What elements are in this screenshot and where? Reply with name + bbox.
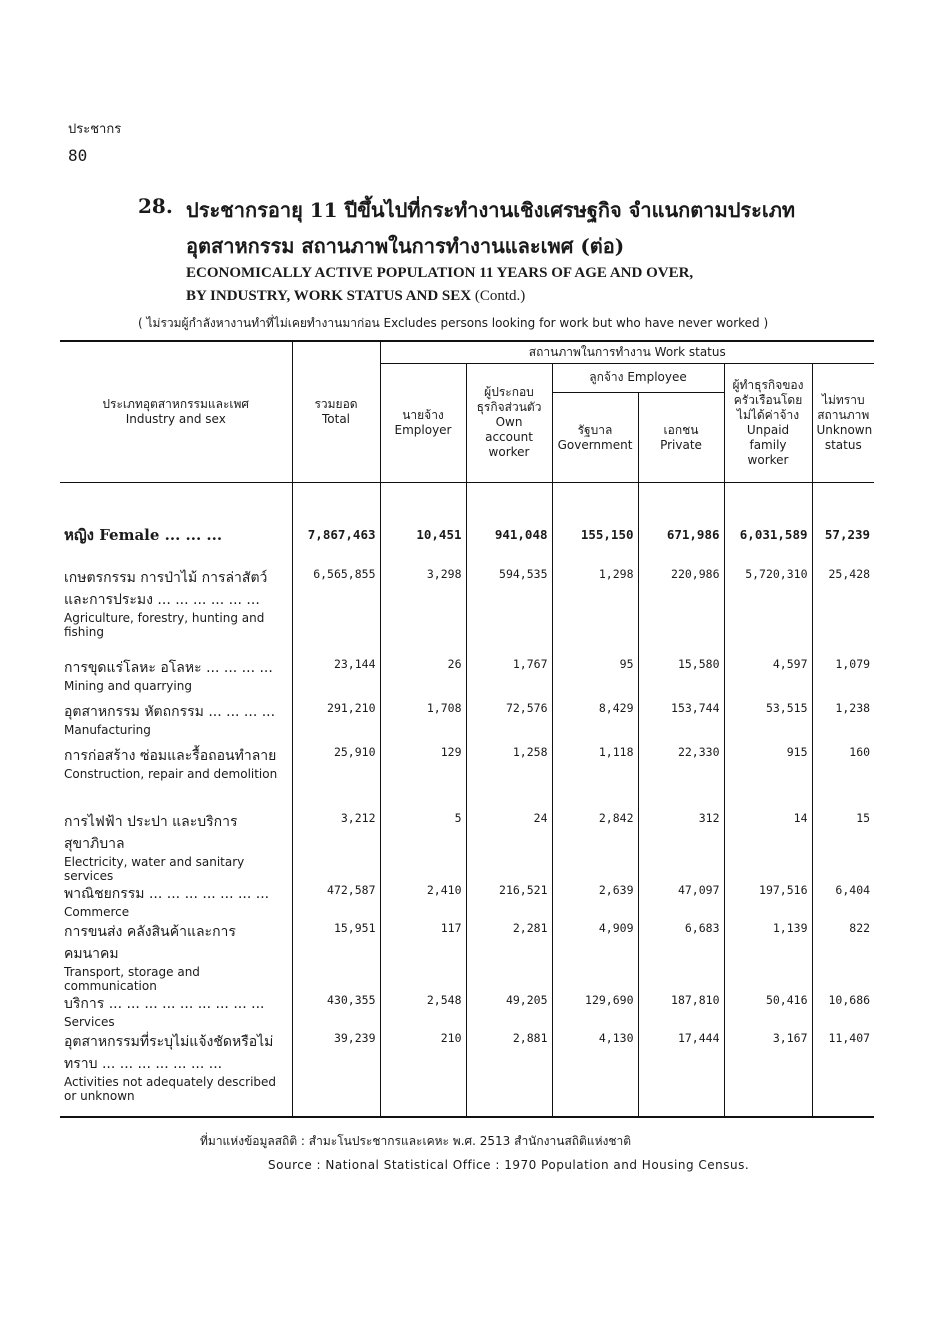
unpaid-value: 1,139	[724, 921, 812, 993]
source-thai: ที่มาแห่งข้อมูลสถิติ : สำมะโนประชากรและเคหะ พ.ศ. 2513 สำนักงานสถิติแห่งชาติ	[200, 1134, 632, 1148]
header-total-english: Total	[321, 412, 351, 426]
table-number: 28.	[138, 194, 173, 218]
header-unpaid-family	[724, 363, 812, 483]
header-work-status: สถานภาพในการทำงาน Work status	[380, 341, 874, 363]
total-value: 15,951	[292, 921, 380, 993]
header-private	[638, 393, 724, 483]
title-english-text: BY INDUSTRY, WORK STATUS AND SEX	[186, 288, 472, 304]
total-value: 430,355	[292, 993, 380, 1031]
government-value: 2,842	[552, 811, 638, 883]
industry-label	[60, 701, 292, 745]
industry-name-thai: บริการ ... ... ... ... ... ... ... ... ...	[64, 995, 265, 1012]
female-unknown-value: 57,239	[812, 483, 874, 567]
total-value: 25,910	[292, 745, 380, 811]
header-employer	[380, 363, 466, 483]
own-account-value: 594,535	[466, 567, 552, 657]
unknown-value: 11,407	[812, 1031, 874, 1117]
industry-name-thai: การขุดแร่โลหะ อโลหะ ... ... ... ...	[64, 659, 273, 676]
own-account-value: 2,281	[466, 921, 552, 993]
unknown-value: 6,404	[812, 883, 874, 921]
industry-name-english: Transport, storage and communication	[64, 964, 200, 993]
employer-value: 129	[380, 745, 466, 811]
employer-value: 117	[380, 921, 466, 993]
header-industry	[60, 341, 292, 483]
private-value: 15,580	[638, 657, 724, 701]
header-unknown-thai: ไม่ทราบสถานภาพ	[817, 392, 870, 422]
unpaid-value: 50,416	[724, 993, 812, 1031]
female-private-value: 671,986	[638, 483, 724, 567]
unknown-value: 25,428	[812, 567, 874, 657]
title-english-line1: ECONOMICALLY ACTIVE POPULATION 11 YEARS OF AGE AND OVER,	[186, 265, 694, 281]
industry-name-thai: อุตสาหกรรม หัตถกรรม ... ... ... ...	[64, 703, 276, 720]
industry-name-thai: พาณิชยกรรม ... ... ... ... ... ... ...	[64, 885, 270, 902]
total-value: 291,210	[292, 701, 380, 745]
private-value: 6,683	[638, 921, 724, 993]
industry-name-thai: การไฟฟ้า ประปา และบริการสุขาภิบาล	[64, 813, 238, 852]
industry-name-english: Electricity, water and sanitary services	[64, 854, 245, 883]
header-unpaid-thai: ผู้ทำธุรกิจของครัวเรือนโดยไม่ได้ค่าจ้าง	[732, 377, 804, 422]
unknown-value: 15	[812, 811, 874, 883]
employer-value: 3,298	[380, 567, 466, 657]
industry-label	[60, 657, 292, 701]
header-own-account-thai: ผู้ประกอบธุรกิจส่วนตัว	[476, 385, 542, 415]
unknown-value: 160	[812, 745, 874, 811]
table-row	[60, 811, 874, 883]
header-industry-thai: ประเภทอุตสาหกรรมและเพศ	[102, 397, 250, 411]
title-thai-line2: อุตสาหกรรม สถานภาพในการทำงานและเพศ (ต่อ)	[186, 234, 625, 258]
private-value: 312	[638, 811, 724, 883]
industry-name-english: Commerce	[64, 904, 130, 919]
industry-name-english: Mining and quarrying	[64, 678, 192, 693]
page-number: 80	[68, 146, 88, 165]
employer-value: 2,548	[380, 993, 466, 1031]
table-row	[60, 1031, 874, 1117]
employer-value: 26	[380, 657, 466, 701]
table-row	[60, 921, 874, 993]
industry-label	[60, 567, 292, 657]
own-account-value: 1,258	[466, 745, 552, 811]
header-industry-english: Industry and sex	[125, 412, 226, 426]
unpaid-value: 3,167	[724, 1031, 812, 1117]
statistics-table	[60, 340, 874, 1118]
header-own-account-english: Own account worker	[485, 415, 533, 460]
private-value: 187,810	[638, 993, 724, 1031]
government-value: 129,690	[552, 993, 638, 1031]
header-unknown-english: Unknown status	[816, 422, 873, 452]
industry-label	[60, 745, 292, 811]
industry-name-thai: อุตสาหกรรมที่ระบุไม่แจ้งชัดหรือไม่ทราบ ... ... ... ... ... ... ...	[64, 1033, 274, 1072]
exclusion-note: ( ไม่รวมผู้กำลังหางานทำที่ไม่เคยทำงานมาก่อน Excludes persons looking for work but who have never worked )	[138, 316, 769, 330]
private-value: 153,744	[638, 701, 724, 745]
government-value: 4,130	[552, 1031, 638, 1117]
title-contd: (Contd.)	[474, 288, 526, 304]
total-value: 23,144	[292, 657, 380, 701]
industry-label	[60, 921, 292, 993]
table-row	[60, 567, 874, 657]
header-government-english: Government	[557, 437, 633, 452]
header-government	[552, 393, 638, 483]
private-value: 17,444	[638, 1031, 724, 1117]
header-total	[292, 341, 380, 483]
employer-value: 5	[380, 811, 466, 883]
title-thai-line1: ประชากรอายุ 11 ปีขึ้นไปที่กระทำงานเชิงเศรษฐกิจ จำแนกตามประเภท	[186, 198, 796, 222]
industry-label	[60, 1031, 292, 1117]
header-government-thai: รัฐบาล	[577, 422, 613, 437]
own-account-value: 24	[466, 811, 552, 883]
government-value: 1,298	[552, 567, 638, 657]
header-employee: ลูกจ้าง Employee	[552, 363, 724, 393]
employer-value: 1,708	[380, 701, 466, 745]
unpaid-value: 197,516	[724, 883, 812, 921]
own-account-value: 49,205	[466, 993, 552, 1031]
private-value: 22,330	[638, 745, 724, 811]
female-own-account-value: 941,048	[466, 483, 552, 567]
private-value: 220,986	[638, 567, 724, 657]
unpaid-value: 53,515	[724, 701, 812, 745]
header-employer-english: Employer	[394, 422, 452, 437]
unpaid-value: 915	[724, 745, 812, 811]
table-row	[60, 745, 874, 811]
total-value: 39,239	[292, 1031, 380, 1117]
own-account-value: 72,576	[466, 701, 552, 745]
unknown-value: 1,238	[812, 701, 874, 745]
industry-name-thai: การขนส่ง คลังสินค้าและการคมนาคม	[64, 923, 236, 962]
header-private-english: Private	[660, 437, 702, 452]
industry-name-english: Manufacturing	[64, 722, 151, 737]
female-employer-value: 10,451	[380, 483, 466, 567]
industry-name-english: Activities not adequately described or unknown	[64, 1074, 277, 1103]
header-own-account	[466, 363, 552, 483]
industry-name-thai: เกษตรกรรม การป่าไม้ การล่าสัตว์ และการประมง ... ... ... ... ... ...	[64, 569, 268, 608]
government-value: 8,429	[552, 701, 638, 745]
female-total-row	[60, 483, 874, 567]
government-value: 95	[552, 657, 638, 701]
header-total-thai: รวมยอด	[314, 397, 358, 411]
header-unpaid-english: Unpaid family worker	[746, 422, 790, 467]
industry-label	[60, 993, 292, 1031]
industry-name-thai: การก่อสร้าง ซ่อมและรื้อถอนทำลาย	[64, 747, 277, 764]
total-value: 472,587	[292, 883, 380, 921]
unknown-value: 822	[812, 921, 874, 993]
employer-value: 210	[380, 1031, 466, 1117]
table-row	[60, 657, 874, 701]
female-government-value: 155,150	[552, 483, 638, 567]
own-account-value: 216,521	[466, 883, 552, 921]
title-english-line2	[186, 288, 525, 305]
total-value: 3,212	[292, 811, 380, 883]
running-header: ประชากร	[68, 122, 122, 137]
female-unpaid-value: 6,031,589	[724, 483, 812, 567]
industry-label	[60, 883, 292, 921]
own-account-value: 1,767	[466, 657, 552, 701]
own-account-value: 2,881	[466, 1031, 552, 1117]
industry-name-english: Agriculture, forestry, hunting and fishing	[64, 610, 265, 639]
total-value: 6,565,855	[292, 567, 380, 657]
female-total-value: 7,867,463	[292, 483, 380, 567]
header-unknown-status	[812, 363, 874, 483]
unpaid-value: 4,597	[724, 657, 812, 701]
source-english: Source : National Statistical Office : 1970 Population and Housing Census.	[268, 1158, 750, 1172]
unpaid-value: 14	[724, 811, 812, 883]
government-value: 4,909	[552, 921, 638, 993]
private-value: 47,097	[638, 883, 724, 921]
industry-label	[60, 811, 292, 883]
female-label: หญิง Female ... ... ...	[64, 525, 223, 544]
table-row	[60, 701, 874, 745]
industry-name-english: Services	[64, 1014, 115, 1029]
table-body	[60, 483, 874, 1117]
unknown-value: 1,079	[812, 657, 874, 701]
government-value: 2,639	[552, 883, 638, 921]
industry-name-english: Construction, repair and demolition	[64, 766, 278, 781]
unknown-value: 10,686	[812, 993, 874, 1031]
government-value: 1,118	[552, 745, 638, 811]
unpaid-value: 5,720,310	[724, 567, 812, 657]
header-employer-thai: นายจ้าง	[402, 407, 444, 422]
table-row	[60, 993, 874, 1031]
employer-value: 2,410	[380, 883, 466, 921]
table-row	[60, 883, 874, 921]
header-private-thai: เอกชน	[663, 422, 699, 437]
